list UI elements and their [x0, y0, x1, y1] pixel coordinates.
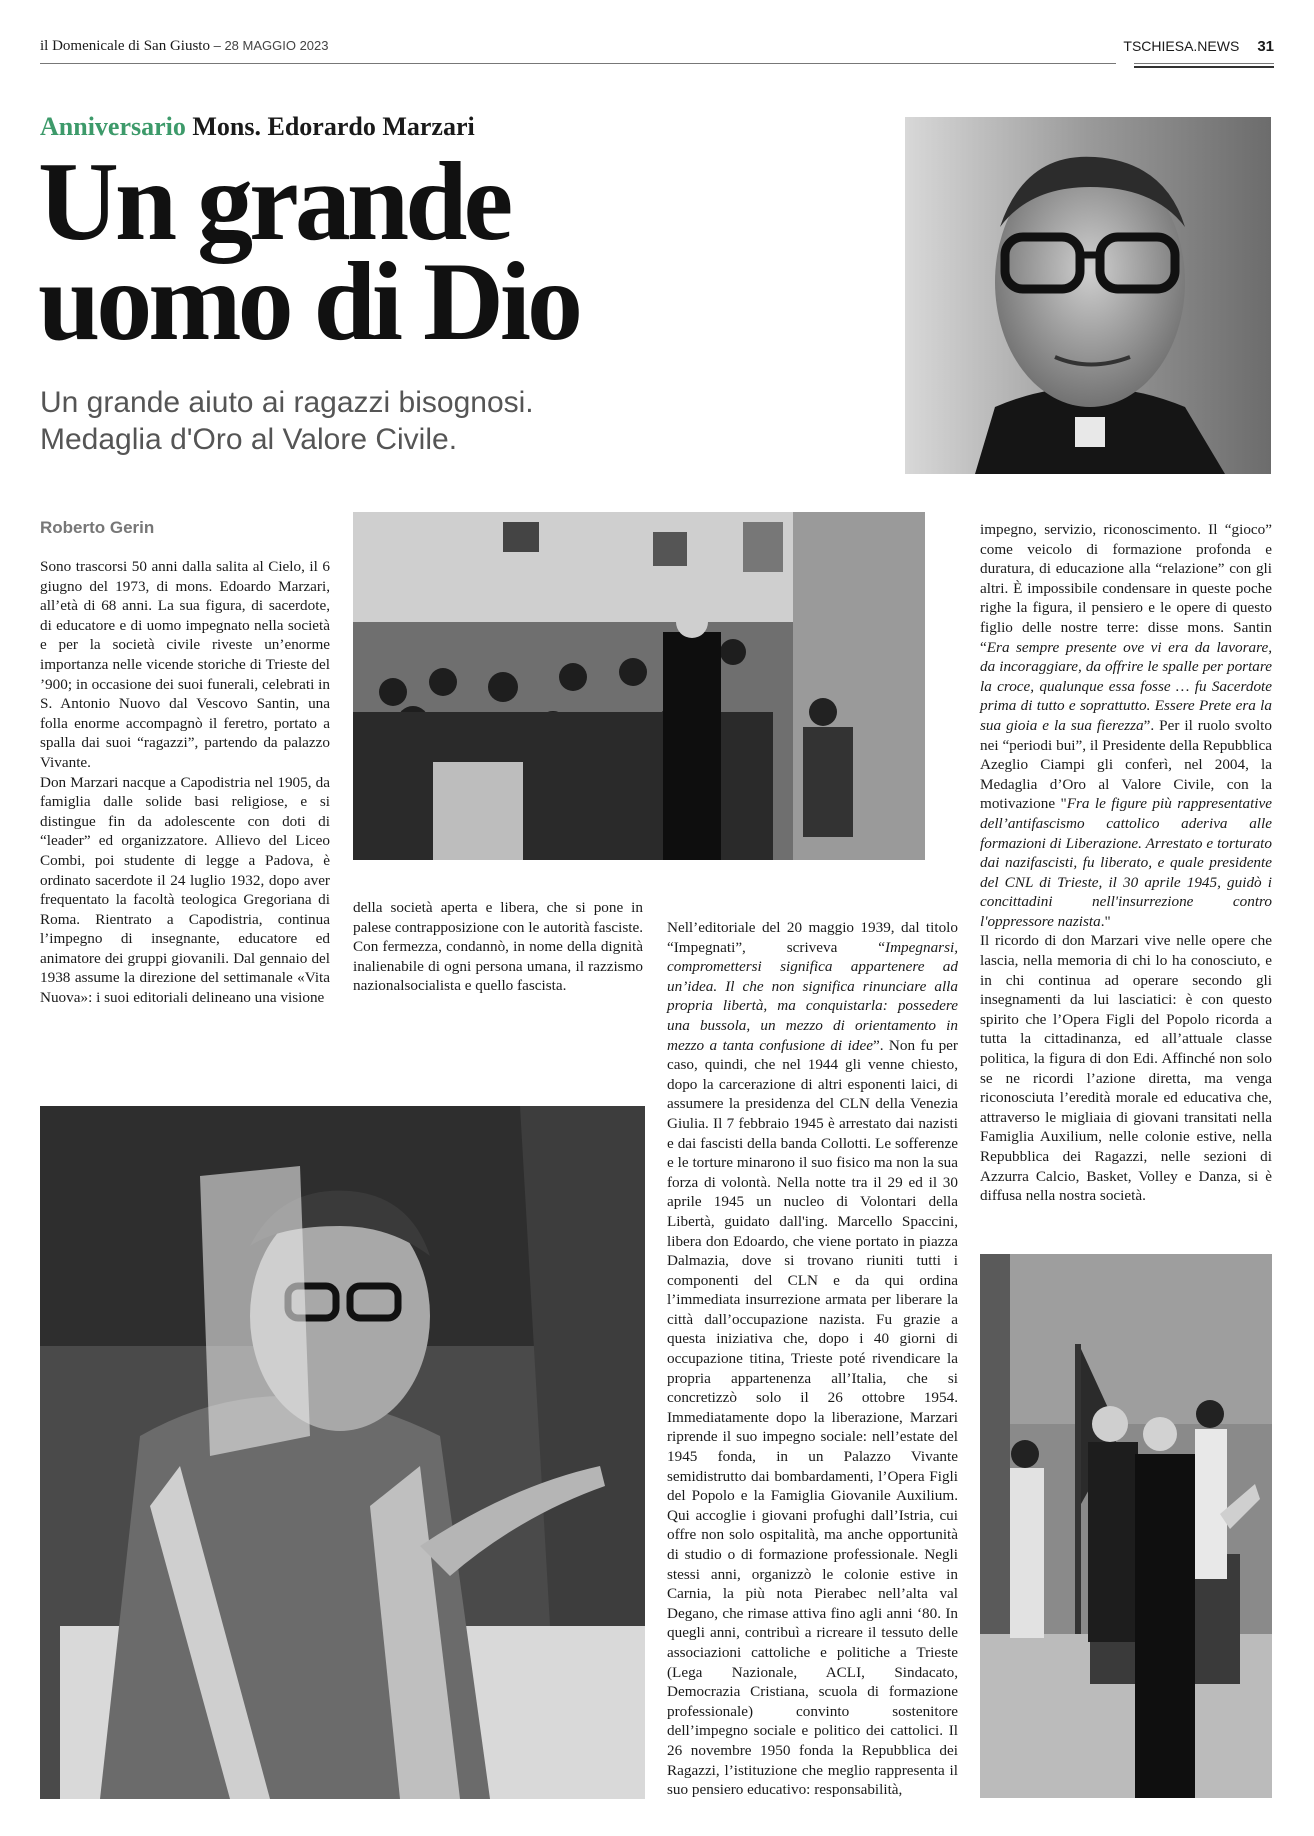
body-paragraph: Il ricordo di don Marzari vive nelle opere che lascia, nella memoria di chi lo ha conosciuto, e in chi continua ad operare secondo gli insegnamenti da lui lasciatici: è con questo spirito che l’Opera Figli del Popolo ricorda a tutta la cittadinanza, ed all’attuale classe politica, la figura di don Edi. Affinché non solo se ne ricordi l’azione diretta, ma venga riconosciuta l’eredità morale ed educativa che, attraverso le migliaia di giovani transitati nella Famiglia Auxilium, nelle colonie estive, nella Repubblica dei Ragazzi, nelle sezioni di Azzurra Calcio, Basket, Volley e Danza, si è diffusa nella nostra società. [980, 932, 1272, 1205]
text-run: Nell’editoriale del 20 maggio 1939, dal titolo “Impegnati”, scriveva “ [667, 919, 958, 956]
header-right [1123, 38, 1274, 55]
subhead-line-2: Medaglia d'Oro al Valore Civile. [40, 423, 458, 456]
body-column-3 [667, 918, 958, 1800]
issue-date: – 28 MAGGIO 2023 [209, 38, 329, 53]
header-rule [40, 63, 1116, 64]
headline-line-1: Un grande [38, 140, 510, 264]
body-paragraph [667, 918, 958, 1800]
subhead-line-1: Un grande aiuto ai ragazzi bisognosi. [40, 386, 534, 419]
kicker-subject: Mons. Edorardo Marzari [185, 112, 475, 141]
body-column-1 [40, 557, 330, 1008]
publication-name: il Domenicale di San Giusto [40, 38, 210, 54]
body-paragraph: della società aperta e libera, che si pone in palese contrapposizione con le autorità fasciste. Con fermezza, condannò, in nome della dignità inalienabile di ogni persona umana, il razzismo nazionalsocialista e quello fascista. [353, 899, 643, 995]
kicker-category: Anniversario [40, 112, 186, 141]
page-number: 31 [1257, 38, 1274, 55]
quote: Impegnarsi, compromettersi significa appartenere ad un’idea. Il che non significa rinunciare alla propria libertà, ma conquistarla: possedere una bussola, un mezzo di orientamento in mezzo a tanta confusione di idee [667, 938, 958, 1054]
site-link[interactable]: TSCHIESA.NEWS [1123, 38, 1240, 54]
text-run: ." [1100, 912, 1111, 930]
body-paragraph: Don Marzari nacque a Capodistria nel 1905, da famiglia dalle solide basi religiose, e si distingue fin da adolescente con doti di “leader” ed organizzatore. Allievo del Liceo Combi, poi studente di legge a Padova, è ordinato sacerdote il 24 luglio 1932, dopo aver frequentato la facoltà teologica Gregoriana di Roma. Rientrato a Capodistria, continua l’impegno di insegnante, educatore ed animatore dei gruppi giovanili. Dal gennaio del 1938 assume la direzione del settimanale «Vita Nuova»: i suoi editoriali delineano una visione [40, 773, 330, 1007]
ceremony-photo [980, 1254, 1272, 1798]
text-run: ”. Per il ruolo svolto nei “periodi bui”, il Presidente della Repubblica Azeglio Ciampi gli conferì, nel 2004, la Medaglia d’Oro al Valore Civile, con la motivazione " [980, 716, 1272, 813]
preaching-photo [40, 1106, 645, 1799]
header-rule-right [1134, 63, 1274, 64]
header-rule-accent [1134, 66, 1274, 68]
headline [38, 140, 579, 364]
text-run: impegno, servizio, riconoscimento. Il “gioco” come veicolo di formazione profonda e duratura, di educazione alla “relazione” con gli altri. È impossibile condensare in queste poche righe la figura, il pensiero e le opere di questo figlio delle nostre terre: disse mons. Santin “ [980, 521, 1272, 656]
kicker [40, 112, 475, 142]
text-run: ”. Non fu per caso, quindi, che nel 1944 gli venne chiesto, dopo la carcerazione di altri esponenti laici, di assumere la presidenza del CLN della Venezia Giulia. Il 7 febbraio 1945 è arrestato dai nazisti e dai fascisti della banda Collotti. Le sofferenze e le torture minarono il suo fisico ma non la sua forza di volontà. Nella notte tra il 29 ed il 30 aprile 1945 un nucleo di Volontari della Libertà, guidato dall'ing. Marcello Spaccini, libera don Edoardo, che viene portato in piazza Dalmazia, dove si trovano riuniti tutti i componenti del CLN e da qui ordina l’immediata insurrezione armata per liberare la città dall’occupazione nazista. Fu grazie a questa iniziativa che, dopo i 40 giorni di occupazione titina, Trieste poté rivendicare la propria appartenenza all’Italia, che si concretizzò solo il 26 ottobre 1954. Immediatamente dopo la liberazione, Marzari riprende il suo impegno sociale: nell’estate del 1945 fonda, in un Palazzo Vivante semidistrutto dai bombardamenti, l’Opera Figli del Popolo e la Famiglia Giovanile Auxilium. Qui accoglie i giovani profughi dall’Istria, cui offre non solo ospitalità, ma anche opportunità di studio o di formazione professionale. Negli stessi anni, organizzò le colonie estive in Carnia, la più nota Pierabec nell’alta val Degano, che rimase attiva fino agli anni ‘80. In quegli anni, contribuì a ricreare il tessuto delle associazioni cattoliche e politiche a Trieste (Lega Nazionale, ACLI, Sindacato, Democrazia Cristiana, scuola di formazione professionale) convinto sostenitore dell’impegno sociale e politico dei cattolici. Il 26 novembre 1950 fonda la Repubblica dei Ragazzi, l’istituzione che meglio rappresenta il suo pensiero educativo: responsabilità, [667, 1036, 958, 1799]
portrait-photo [905, 117, 1271, 474]
author-byline: Roberto Gerin [40, 518, 155, 537]
body-column-2 [353, 898, 643, 996]
body-paragraph [980, 520, 1272, 931]
body-paragraph: Sono trascorsi 50 anni dalla salita al Cielo, il 6 giugno del 1973, di mons. Edoardo Marzari, all’età di 68 anni. La sua figura, di sacerdote, di educatore e di uomo impegnato nella società e per la società civile riveste un’enorme importanza nelle vicende storiche di Trieste del ’900; in occasione dei suoi funerali, celebrati in S. Antonio Nuovo dal Vescovo Santin, una folla enorme accompagnò il feretro, portato a spalla dai suoi “ragazzi”, partendo da palazzo Vivante. [40, 558, 330, 771]
meeting-photo [353, 512, 925, 860]
quote: Fra le figure più rappresentative dell’antifascismo cattolico aderiva alle formazioni di Liberazione. Arrestato e torturato dai nazifascisti, fu liberato, e quale presidente del CNL di Trieste, il 30 aprile 1945, guidò i concittadini nell'insurrezione contro l'oppressore nazista [980, 795, 1272, 930]
headline-line-2: uomo di Dio [38, 240, 579, 364]
running-header [40, 38, 329, 55]
quote: Era sempre presente ove vi era da lavorare, da incoraggiare, da offrire le spalle per portare la croce, qualunque essa fosse … fu Sacerdote prima di tutto e soprattutto. Essere Prete era la sua gioia e la sua fierezza [980, 638, 1272, 734]
body-column-4 [980, 520, 1272, 1206]
subheadline [40, 384, 534, 458]
